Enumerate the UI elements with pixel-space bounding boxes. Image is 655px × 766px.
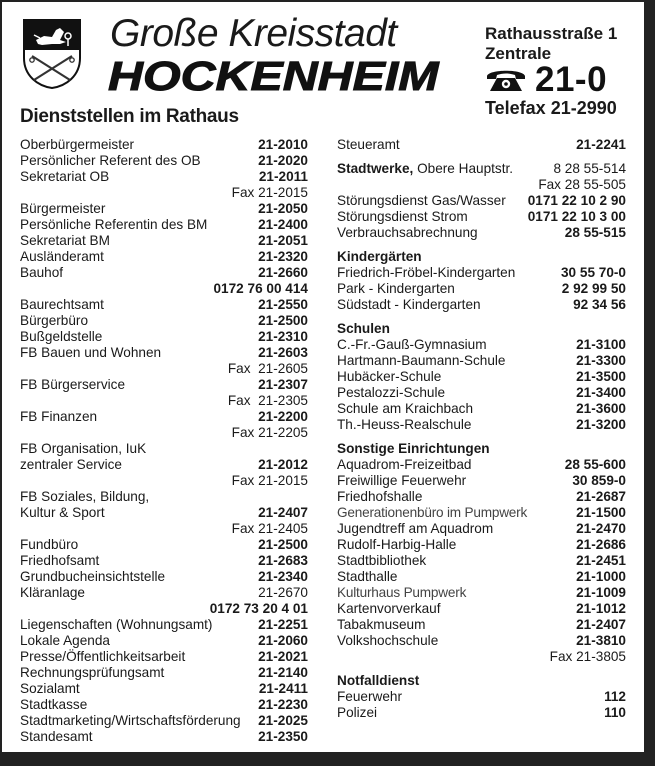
list-item (20, 249, 308, 265)
fax-number: 21-2605 (258, 361, 308, 376)
entry-number: 21-2683 (258, 553, 308, 568)
entry-number (538, 177, 626, 193)
entry-name: Freiwillige Feuerwehr (337, 473, 467, 488)
list-item (20, 681, 308, 697)
list-item (20, 729, 308, 745)
list-item (337, 553, 626, 569)
entry-number: 21-2670 (258, 585, 308, 600)
entry-number (232, 473, 308, 489)
zentrale-line (485, 62, 607, 97)
entry-name: Kulturhaus Pumpwerk (337, 585, 467, 600)
fax-line (20, 185, 308, 201)
list-item (337, 617, 626, 633)
entry-number: 21-2140 (258, 665, 308, 680)
entry-number: 21-3200 (576, 417, 626, 432)
list-item (20, 281, 308, 297)
fax-line (337, 177, 626, 193)
entry-name: Oberbürgermeister (20, 137, 135, 152)
list-item (337, 161, 626, 177)
entry-name: Sozialamt (20, 681, 80, 696)
entry-number: 21-2407 (258, 505, 308, 520)
list-item (337, 369, 626, 385)
entry-name: Friedhofshalle (337, 489, 423, 504)
entry-name: Stadtmarketing/Wirtschaftsförderung (20, 713, 241, 728)
list-item (337, 633, 626, 649)
entry-number: 21-2011 (258, 169, 308, 184)
entry-number: 21-3100 (576, 337, 626, 352)
entry-name: Tabakmuseum (337, 617, 426, 632)
entry-name: Sekretariat OB (20, 169, 110, 184)
list-item (20, 649, 308, 665)
coat-of-arms-icon (22, 18, 82, 90)
section-heading: Schulen (337, 321, 390, 336)
fax-number: 21-2015 (258, 473, 308, 488)
list-item (337, 417, 626, 433)
entry-name: Bürgermeister (20, 201, 106, 216)
entry-number: 28 55-600 (564, 457, 626, 472)
entry-name: Feuerwehr (337, 689, 402, 704)
fax-line (20, 521, 308, 537)
list-item (337, 281, 626, 297)
fax-label: Fax (231, 185, 255, 200)
list-item (337, 689, 626, 705)
entry-name: Persönliche Referentin des BM (20, 217, 208, 232)
list-item (337, 505, 626, 521)
entry-number: 21-2686 (576, 537, 626, 552)
list-item (337, 337, 626, 353)
entry-name: Persönlicher Referent des OB (20, 153, 201, 168)
entry-number: 21-2012 (258, 457, 308, 472)
section-heading: Notfalldienst (337, 673, 420, 688)
entry-number: 21-1009 (576, 585, 626, 600)
entry-name: Liegenschaften (Wohnungsamt) (20, 617, 213, 632)
entry-name: FB Bauen und Wohnen (20, 345, 162, 360)
entry-name: Friedrich-Fröbel-Kindergarten (337, 265, 516, 280)
entry-number: 21-2500 (258, 537, 308, 552)
list-item (20, 505, 308, 521)
entry-number: 21-3300 (576, 353, 626, 368)
entry-number: 21-2500 (258, 313, 308, 328)
entry-name: Kultur & Sport (20, 505, 105, 520)
entry-number: 21-2451 (576, 553, 626, 568)
entry-number: 21-3810 (576, 633, 626, 648)
entry-number: 2 92 99 50 (561, 281, 626, 296)
entry-name: Störungsdienst Gas/Wasser (337, 193, 506, 208)
section-subtitle: Dienststellen im Rathaus (20, 106, 239, 127)
list-item (20, 569, 308, 585)
list-item (20, 201, 308, 217)
entry-number: 30 55 70-0 (560, 265, 626, 280)
fax-line (20, 393, 308, 409)
entry-number: 21-2603 (258, 345, 308, 360)
entry-name: FB Soziales, Bildung, (20, 489, 150, 504)
entry-number (228, 393, 308, 409)
entry-number: 21-2251 (258, 617, 308, 632)
entry-name: Bürgerbüro (20, 313, 89, 328)
fax-line (20, 473, 308, 489)
entry-name: Jugendtreff am Aquadrom (337, 521, 494, 536)
entry-number: 0171 22 10 2 90 (527, 193, 626, 208)
fax-label: Fax (231, 473, 255, 488)
zentrale-label: Zentrale (485, 44, 552, 63)
entry-number: 0171 22 10 3 00 (527, 209, 626, 224)
entry-name: Rudolf-Harbig-Halle (337, 537, 457, 552)
entry-name: Südstadt - Kindergarten (337, 297, 481, 312)
list-item (20, 345, 308, 361)
section-heading: Sonstige Einrichtungen (337, 441, 490, 456)
left-directory-column (20, 137, 308, 745)
entry-name: Grundbucheinsichtstelle (20, 569, 166, 584)
list-item (337, 353, 626, 369)
entry-name (337, 161, 513, 177)
entry-number: 112 (604, 689, 626, 704)
entry-name: Bauhof (20, 265, 64, 280)
entry-number: 21-2320 (258, 249, 308, 264)
entry-number: 21-2051 (258, 233, 308, 248)
list-item (337, 489, 626, 505)
entry-name: Hartmann-Baumann-Schule (337, 353, 506, 368)
fax-number: 21-2305 (258, 393, 308, 408)
entry-name: Kartenvorverkauf (337, 601, 441, 616)
entry-number: 8 28 55-514 (553, 161, 626, 176)
list-item (20, 553, 308, 569)
entry-number: 21-2010 (258, 137, 308, 152)
entry-name: Kläranlage (20, 585, 85, 600)
list-item (337, 225, 626, 241)
list-item (337, 193, 626, 209)
entry-name: Ausländeramt (20, 249, 104, 264)
entry-number: 21-2021 (258, 649, 308, 664)
fax-label: Fax (227, 393, 251, 408)
entry-number: 21-2310 (258, 329, 308, 344)
fax-label: Fax (231, 425, 255, 440)
entry-number: 21-2307 (258, 377, 308, 392)
entry-number (232, 521, 308, 537)
list-item (20, 233, 308, 249)
list-item (20, 601, 308, 617)
entry-name: Park - Kindergarten (337, 281, 455, 296)
fax-label: Fax (231, 521, 255, 536)
entry-number: 21-2200 (258, 409, 308, 424)
list-item (337, 297, 626, 313)
entry-number: 21-2687 (576, 489, 626, 504)
entry-number: 92 34 56 (573, 297, 626, 312)
entry-name: Polizei (337, 705, 378, 720)
entry-number (232, 425, 308, 441)
address-block (485, 24, 617, 64)
list-item (337, 537, 626, 553)
entry-name: Standesamt (20, 729, 93, 744)
list-item (337, 585, 626, 601)
entry-name: Störungsdienst Strom (337, 209, 468, 224)
entry-number: 21-2400 (258, 217, 308, 232)
entry-name: Volkshochschule (337, 633, 439, 648)
list-item (337, 705, 626, 721)
list-item (337, 265, 626, 281)
entry-number (232, 185, 308, 201)
entry-name: zentraler Service (20, 457, 122, 472)
entry-number: 0172 73 20 4 01 (209, 601, 308, 616)
entry-number: 21-2241 (576, 137, 626, 152)
fax-label: Fax (549, 649, 573, 664)
city-name-title: HOCKENHEIM (108, 53, 439, 99)
list-item (337, 385, 626, 401)
entry-name: Rechnungsprüfungsamt (20, 665, 165, 680)
entry-number (550, 649, 626, 665)
fax-number: 21-2205 (258, 425, 308, 440)
entry-name: Schule am Kraichbach (337, 401, 474, 416)
fax-label: Fax (227, 361, 251, 376)
list-item (337, 401, 626, 417)
entry-number: 21-2340 (258, 569, 308, 584)
list-item (20, 137, 308, 153)
telephone-icon (485, 67, 527, 93)
entry-name: Steueramt (337, 137, 400, 152)
entry-name: Aquadrom-Freizeitbad (337, 457, 472, 472)
section-heading: Kindergärten (337, 249, 422, 264)
fax-line (337, 649, 626, 665)
fax-line (20, 361, 308, 377)
list-item (20, 665, 308, 681)
list-item (337, 601, 626, 617)
entry-number: 21-2470 (576, 521, 626, 536)
list-item (337, 137, 626, 153)
list-item (20, 153, 308, 169)
list-item (337, 569, 626, 585)
entry-name: Stadtkasse (20, 697, 88, 712)
entry-number: 21-1012 (576, 601, 626, 616)
address-street: Rathausstraße 1 (485, 24, 618, 43)
entry-number: 21-3500 (576, 369, 626, 384)
entry-number: 30 859-0 (572, 473, 626, 488)
list-item (20, 633, 308, 649)
entry-name: Lokale Agenda (20, 633, 110, 648)
entry-number: 21-2060 (258, 633, 308, 648)
entry-name: Presse/Öffentlichkeitsarbeit (20, 649, 186, 664)
entry-number: 21-3600 (576, 401, 626, 416)
list-item (20, 713, 308, 729)
list-item (337, 521, 626, 537)
list-item (337, 209, 626, 225)
fax-number: 21-3805 (576, 649, 626, 664)
entry-number: 21-2407 (576, 617, 626, 632)
list-item (20, 697, 308, 713)
entry-number: 21-2025 (258, 713, 308, 728)
entry-number: 21-2050 (258, 201, 308, 216)
entry-number: 110 (604, 705, 626, 720)
entry-name: Verbrauchsabrechnung (337, 225, 478, 240)
fax-label: Fax (538, 177, 561, 192)
list-item (20, 585, 308, 601)
stadtwerke-address: Obere Hauptstr. (413, 161, 514, 176)
entry-name: FB Finanzen (20, 409, 98, 424)
entry-name: Hubäcker-Schule (337, 369, 442, 384)
city-type-title: Große Kreisstadt (110, 12, 397, 55)
list-item (20, 297, 308, 313)
list-item (20, 409, 308, 425)
list-item (20, 617, 308, 633)
list-item (20, 489, 308, 505)
entry-number: 21-1500 (576, 505, 626, 520)
entry-name: Friedhofsamt (20, 553, 100, 568)
entry-name: Stadtbibliothek (337, 553, 427, 568)
list-item (20, 537, 308, 553)
right-directory-column (337, 137, 626, 721)
entry-name: Bußgeldstelle (20, 329, 103, 344)
entry-name: Pestalozzi-Schule (337, 385, 446, 400)
entry-name: Fundbüro (20, 537, 79, 552)
list-item (20, 441, 308, 457)
list-item (20, 313, 308, 329)
entry-name: FB Bürgerservice (20, 377, 126, 392)
entry-number: 21-2660 (258, 265, 308, 280)
entry-number: 21-3400 (576, 385, 626, 400)
list-item (20, 329, 308, 345)
list-item (20, 265, 308, 281)
entry-number: 28 55-515 (564, 225, 626, 240)
list-item (20, 217, 308, 233)
entry-name: Baurechtsamt (20, 297, 104, 312)
entry-name: FB Organisation, IuK (20, 441, 147, 456)
list-item (20, 377, 308, 393)
fax-number: 28 55-505 (564, 177, 626, 192)
stadtwerke-name: Stadtwerke, (337, 161, 414, 176)
list-item (337, 457, 626, 473)
entry-number: 21-2350 (258, 729, 308, 744)
entry-name: C.-Fr.-Gauß-Gymnasium (337, 337, 487, 352)
fax-line (20, 425, 308, 441)
entry-number: 21-1000 (576, 569, 626, 584)
entry-number: 0172 76 00 414 (213, 281, 308, 296)
list-item (337, 473, 626, 489)
fax-number: 21-2405 (258, 521, 308, 536)
zentrale-number: 21-0 (535, 60, 608, 99)
entry-name: Th.-Heuss-Realschule (337, 417, 472, 432)
entry-number: 21-2550 (258, 297, 308, 312)
fax-number: 21-2015 (258, 185, 308, 200)
entry-number: 21-2230 (258, 697, 308, 712)
entry-name: Sekretariat BM (20, 233, 110, 248)
entry-number (228, 361, 308, 377)
directory-sheet (2, 2, 644, 752)
entry-name: Stadthalle (337, 569, 398, 584)
list-item (20, 457, 308, 473)
entry-name: Generationenbüro im Pumpwerk (337, 505, 528, 520)
entry-number: 21-2020 (258, 153, 308, 168)
main-telefax: Telefax 21-2990 (485, 98, 617, 118)
entry-number: 21-2411 (258, 681, 308, 696)
list-item (20, 169, 308, 185)
